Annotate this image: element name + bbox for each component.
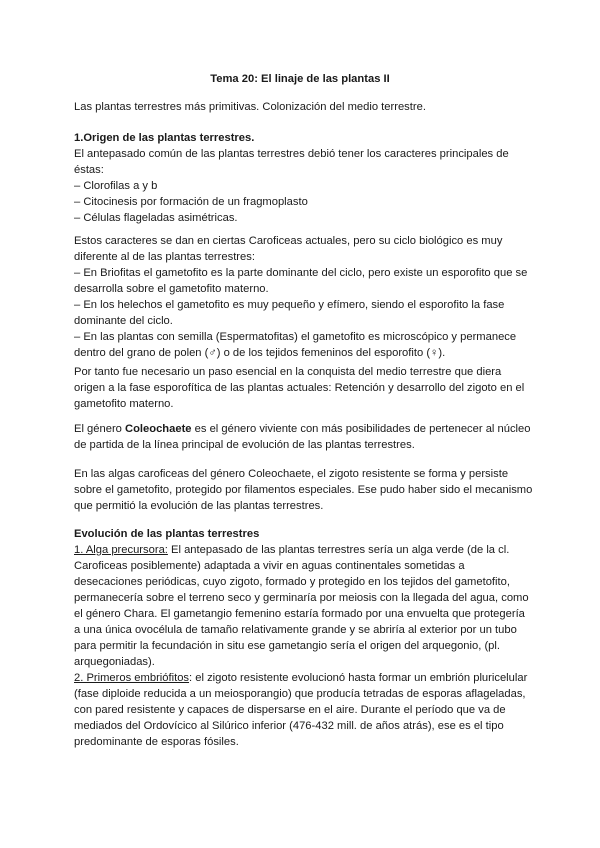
- paragraph-caroficeas: [74, 466, 533, 514]
- text-line: gametofito materno.: [74, 398, 174, 410]
- document-subtitle: Las plantas terrestres más primitivas. Colonización del medio terrestre.: [74, 101, 426, 113]
- text-line: arquegoniadas).: [74, 656, 155, 668]
- text-line: (fase diploide reducida a un meiosporangio) que producía tetradas de esporas aflageladas,: [74, 688, 526, 700]
- text-line: Por tanto fue necesario un paso esencial en la conquista del medio terrestre que diera: [74, 366, 502, 378]
- text-line: Estos caracteres se dan en ciertas Caroficeas actuales, pero su ciclo biológico es muy: [74, 235, 503, 247]
- text-span: : el zigoto resistente evolucionó hasta formar un embrión pluricelular: [189, 672, 528, 684]
- text-line: [74, 542, 526, 558]
- section-origin: [74, 130, 526, 226]
- text-line: – Clorofilas a y b: [74, 180, 158, 192]
- text-line: En las algas caroficeas del género Coleochaete, el zigoto resistente se forma y persiste: [74, 468, 509, 480]
- paragraph-coleochaete: [74, 421, 531, 453]
- text-line: dominante del ciclo.: [74, 315, 173, 327]
- text-line: origen a la fase esporofítica de las plantas actuales: Retención y desarrollo del zigoto en el: [74, 382, 525, 394]
- text-line: mediados del Ordovícico al Silúrico inferior (476-432 mill. de años atrás), ese es el tipo: [74, 720, 504, 732]
- text-line: – En Briofitas el gametofito es la parte dominante del ciclo, pero existe un esporofito que se: [74, 267, 528, 279]
- paragraph-retention: [74, 364, 526, 412]
- item-primeros-embriofitos: [74, 670, 526, 750]
- section-evolution: [74, 526, 529, 670]
- text-span: El antepasado de las plantas terrestres sería un alga verde (de la cl.: [167, 544, 510, 556]
- document-title: Tema 20: El linaje de las plantas II: [210, 73, 390, 85]
- text-line: Caroficeas posiblemente) adaptada a vivir en aguas continentales sometidas a: [74, 560, 465, 572]
- item-label: 2. Primeros embriófitos: [74, 672, 190, 684]
- text-line: El antepasado común de las plantas terrestres debió tener los caracteres principales de: [74, 148, 509, 160]
- text-line: con pared resistente y capaces de dispersarse en el aire. Durante el período que va de: [74, 704, 506, 716]
- item-label: 1. Alga precursora:: [74, 544, 168, 556]
- text-line: para permitir la fecundación in situ ese gametangio sería el origen del arquegonio, (pl.: [74, 640, 500, 652]
- section-heading: Evolución de las plantas terrestres: [74, 528, 260, 540]
- text-line: el género Chara. El gametangio femenino estaría formado por una envuelta que protegería: [74, 608, 525, 620]
- text-line: desarrolla sobre el gametofito materno.: [74, 283, 269, 295]
- text-line: a una única ovocélula de tamaño relativamente grande y se abriría al exterior por un tubo: [74, 624, 517, 636]
- text-line: [74, 670, 526, 686]
- text-line: dentro del grano de polen (♂) o de los tejidos femeninos del esporofito (♀).: [74, 347, 446, 359]
- text-line: – En las plantas con semilla (Espermatofitas) el gametofito es microscópico y permanece: [74, 331, 517, 343]
- genus-name: Coleochaete: [125, 423, 192, 435]
- text-span: es el género viviente con más posibilidades de pertenecer al núcleo: [191, 423, 531, 435]
- text-line: – En los helechos el gametofito es muy pequeño y efímero, siendo el esporofito la fase: [74, 299, 505, 311]
- text-line: desecaciones periódicas, cuyo zigoto, formado y protegido en los tejidos del gametofito,: [74, 576, 510, 588]
- text-line: [74, 421, 531, 437]
- text-line: éstas:: [74, 164, 104, 176]
- text-line: – Células flageladas asimétricas.: [74, 212, 238, 224]
- text-line: sobre el gametofito, protegido por filamentos especiales. Ese pudo haber sido el mecanismo: [74, 484, 533, 496]
- section-heading: 1.Origen de las plantas terrestres.: [74, 132, 255, 144]
- text-line: predominante de esporas fósiles.: [74, 736, 239, 748]
- text-line: diferente al de las plantas terrestres:: [74, 251, 255, 263]
- text-line: que permitió la evolución de las plantas terrestres.: [74, 500, 324, 512]
- text-line: permanecería sobre el terreno seco y germinaría por meiosis con la llegada del agua, como: [74, 592, 529, 604]
- paragraph-characters: [74, 233, 526, 361]
- text-span: El género: [74, 423, 125, 435]
- text-line: – Citocinesis por formación de un fragmoplasto: [74, 196, 308, 208]
- text-line: de partida de la línea principal de evolución de las plantas terrestres.: [74, 439, 415, 451]
